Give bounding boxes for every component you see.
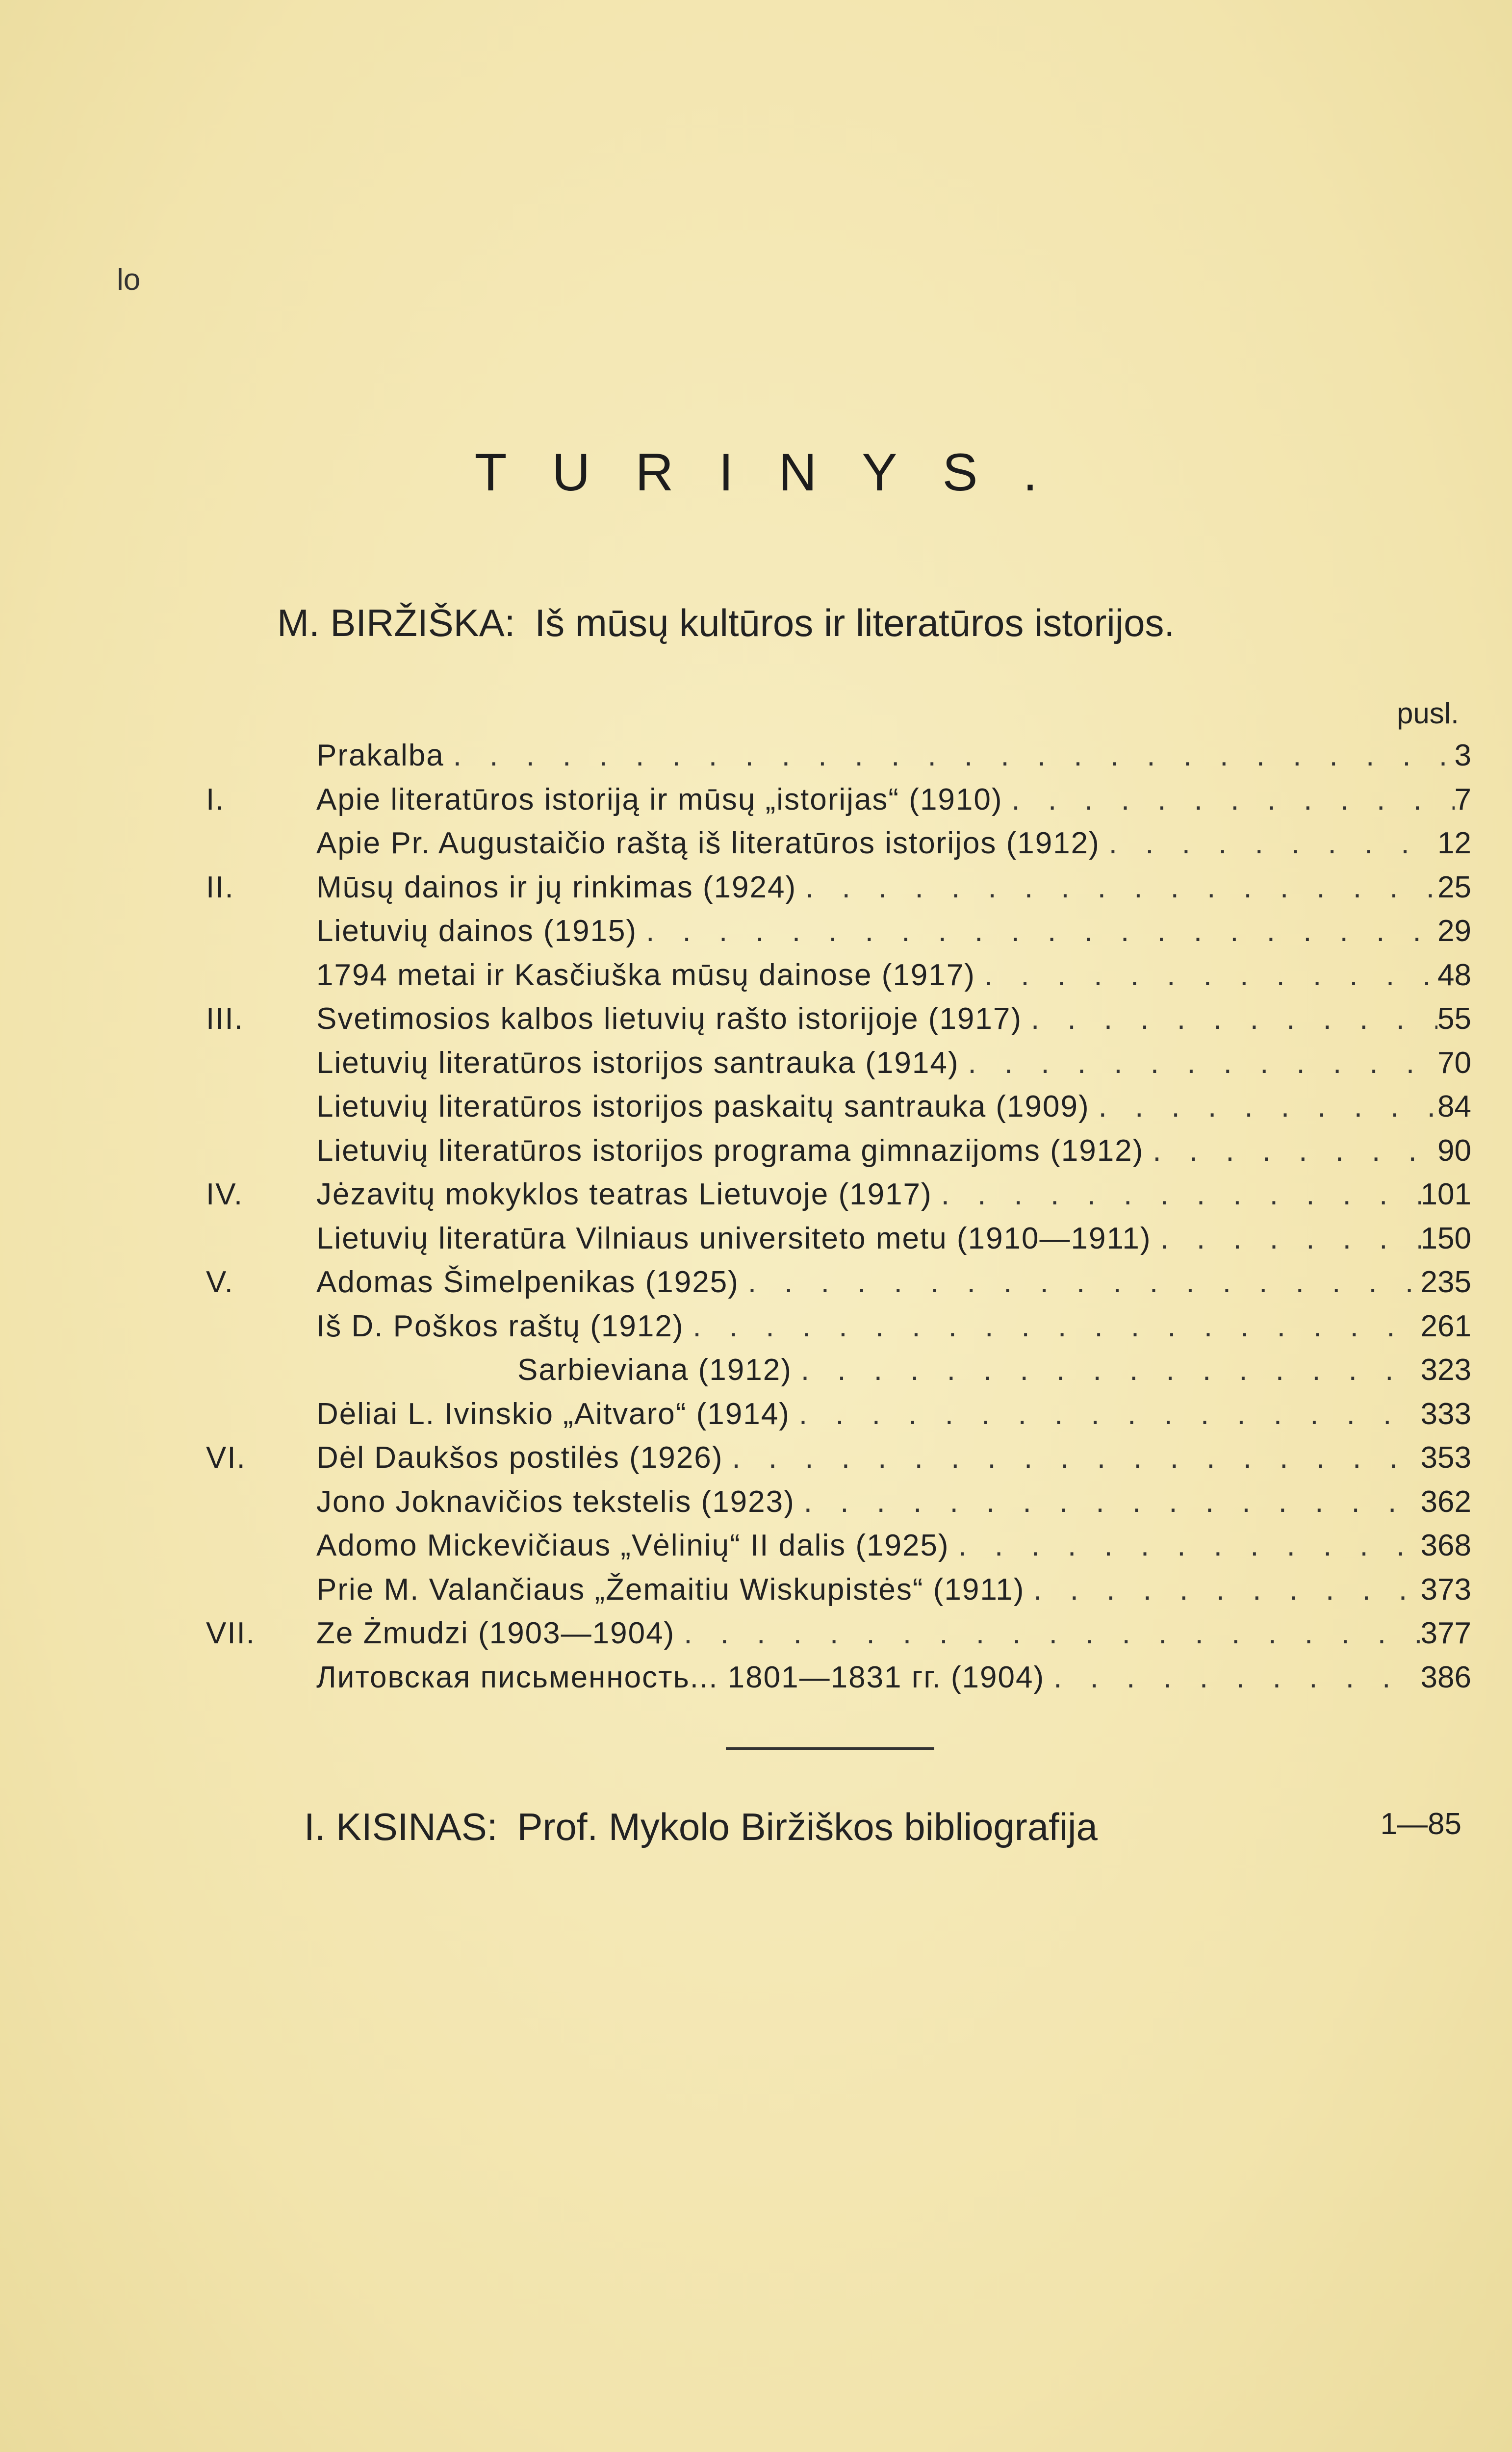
dot-leader [799,1392,1421,1436]
toc-entry [196,1568,1471,1612]
dot-leader [1053,1656,1420,1700]
toc-entry-title: Lietuvių literatūros istorijos paskaitų santrauka (1909) [316,1090,1090,1124]
dot-leader [693,1304,1421,1349]
dot-leader [1099,1085,1437,1129]
toc-entry-title: Adomas Šimelpenikas (1925) [316,1265,739,1299]
dot-leader [732,1436,1420,1480]
section-header [277,601,1175,645]
toc-page-number: 353 [1420,1441,1471,1475]
table-of-contents [196,734,1471,1699]
dot-leader [941,1173,1421,1217]
toc-entry-title: Dėliai L. Ivinskio „Aitvaro“ (1914) [316,1397,790,1431]
toc-entry-title: Apie Pr. Augustaičio raštą iš literatūros istorijos (1912) [316,826,1100,860]
toc-roman-numeral: I. [206,782,225,817]
toc-entry [196,1436,1471,1480]
toc-page-number: 323 [1420,1353,1471,1387]
toc-entry [196,821,1471,866]
toc-page-number: 25 [1437,870,1471,904]
toc-page-number: 377 [1420,1616,1471,1650]
toc-page-number: 55 [1437,1002,1471,1036]
toc-entry [196,1480,1471,1524]
toc-entry-title: Adomo Mickevičiaus „Vėlinių“ II dalis (1925) [316,1529,949,1562]
toc-entry [196,997,1471,1041]
toc-entry-title: Dėl Daukšos postilės (1926) [316,1441,723,1475]
toc-entry [196,1129,1471,1173]
toc-entry-title: Lietuvių literatūros istorijos santrauka (1914) [316,1046,959,1080]
toc-page-number: 48 [1437,958,1471,992]
toc-page-number: 261 [1420,1309,1471,1343]
dot-leader [1160,1217,1420,1261]
toc-entry [196,953,1471,997]
section-author: M. BIRŽIŠKA: [277,601,515,644]
dot-leader [1031,997,1437,1041]
toc-page-number: 84 [1437,1090,1471,1124]
toc-entry [196,1611,1471,1656]
dot-leader [453,734,1449,778]
toc-page-number: 7 [1454,782,1471,817]
toc-entry-title: Iš D. Poškos raštų (1912) [316,1309,684,1343]
toc-entry [196,1041,1471,1085]
toc-entry-title: Prakalba [316,739,444,772]
toc-entry [196,1392,1471,1436]
toc-page-number: 12 [1437,826,1471,860]
toc-entry [196,1173,1471,1217]
toc-page-number: 368 [1420,1529,1471,1562]
toc-roman-numeral: II. [206,870,234,904]
dot-leader [748,1260,1421,1304]
bibliography-pages: 1—85 [1380,1807,1461,1841]
bibliography-title: Prof. Mykolo Biržiškos bibliografija [517,1805,1098,1848]
toc-entry [196,1260,1471,1304]
toc-entry-title: 1794 metai ir Kasčiuška mūsų dainose (1917) [316,958,975,992]
dot-leader [1109,821,1437,866]
dot-leader [646,909,1437,953]
dot-leader [1153,1129,1437,1173]
toc-roman-numeral: IV. [206,1177,244,1211]
toc-page-number: 362 [1420,1484,1471,1519]
toc-entry [196,909,1471,953]
page-column-label: pusl. [1397,697,1459,730]
toc-entry-title: Ze Żmudzi (1903—1904) [316,1616,675,1650]
toc-page-number: 333 [1420,1397,1471,1431]
toc-entry-title: Lietuvių literatūros istorijos programa gimnazijoms (1912) [316,1133,1144,1168]
toc-entry [196,1348,1471,1392]
dot-leader [1033,1568,1420,1612]
toc-roman-numeral: III. [206,1002,244,1036]
dot-leader [1012,778,1455,822]
toc-entry [196,734,1471,778]
toc-page-number: 386 [1420,1660,1471,1694]
toc-page-number: 29 [1437,914,1471,948]
margin-note: lo [117,263,141,297]
toc-page-number: 101 [1420,1177,1471,1211]
toc-entry [196,778,1471,822]
dot-leader [684,1611,1420,1656]
toc-entry-title: Prie M. Valančiaus „Žemaitiu Wiskupistės“ (1911) [316,1572,1025,1607]
bibliography-author: I. KISINAS: [304,1805,498,1848]
page-title: TURINYS. [474,442,1083,502]
toc-page-number: 373 [1420,1572,1471,1607]
bibliography-entry [304,1805,1461,1849]
dot-leader [968,1041,1437,1085]
toc-entry [196,1656,1471,1700]
toc-entry [196,1085,1471,1129]
toc-page-number: 150 [1420,1221,1471,1255]
toc-entry-title: Литовская письменность... 1801—1831 гг. (1904) [316,1660,1045,1694]
toc-roman-numeral: VI. [206,1441,246,1475]
toc-page-number: 70 [1437,1046,1471,1080]
dot-leader [801,1348,1421,1392]
dot-leader [958,1524,1421,1568]
section-title: Iš mūsų kultūros ir literatūros istorijos. [535,601,1175,644]
toc-entry-title: Apie literatūros istoriją ir mūsų „istorijas“ (1910) [316,782,1003,817]
toc-page-number: 3 [1454,739,1471,772]
dot-leader [984,953,1437,997]
dot-leader [804,1480,1421,1524]
toc-entry [196,1524,1471,1568]
toc-entry-title: Sarbieviana (1912) [517,1353,792,1387]
toc-entry [196,1217,1471,1261]
section-divider [726,1747,934,1750]
toc-entry-title: Jono Joknavičios tekstelis (1923) [316,1484,795,1519]
toc-entry-title: Jėzavitų mokyklos teatras Lietuvoje (1917) [316,1177,932,1211]
toc-page-number: 90 [1437,1133,1471,1168]
toc-roman-numeral: VII. [206,1616,256,1650]
toc-entry-title: Lietuvių literatūra Vilniaus universiteto metu (1910—1911) [316,1221,1152,1255]
toc-roman-numeral: V. [206,1265,234,1299]
toc-entry-title: Lietuvių dainos (1915) [316,914,638,948]
toc-entry [196,1304,1471,1349]
toc-entry-title: Svetimosios kalbos lietuvių rašto istorijoje (1917) [316,1002,1023,1036]
toc-page-number: 235 [1420,1265,1471,1299]
toc-entry-title: Mūsų dainos ir jų rinkimas (1924) [316,870,797,904]
toc-entry [196,866,1471,910]
dot-leader [805,866,1437,910]
